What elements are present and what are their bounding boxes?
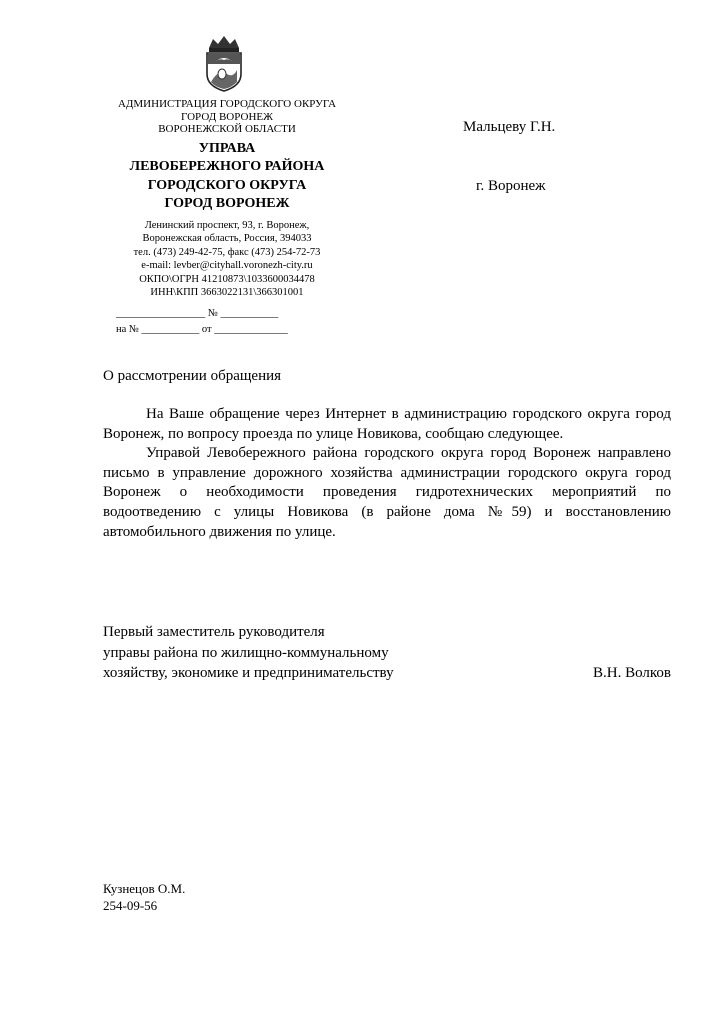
addressee-city: г. Воронеж xyxy=(476,178,546,194)
executor-info xyxy=(103,880,185,914)
signer-position-line: хозяйству, экономике и предпринимательству xyxy=(103,665,394,681)
signer-position-line: Первый заместитель руководителя xyxy=(103,624,325,640)
body-paragraph: Управой Левобережного района городского округа город Воронеж направлено письмо в управление дорожного хозяйства администрации городского округа город Воронеж о необходимости проведения гидротехнических мероприятий по водоотведению с улицы Новикова (в районе дома №59) и восстановлению автомобильного движения по улице. xyxy=(103,445,671,540)
executor-phone: 254-09-56 xyxy=(103,898,158,913)
signer-name: В.Н. Волков xyxy=(593,665,671,681)
letterhead xyxy=(98,98,356,338)
registration-fields xyxy=(98,306,356,338)
addressee-name: Мальцеву Г.Н. xyxy=(463,119,556,135)
executor-name: Кузнецов О.М. xyxy=(103,881,186,896)
body-paragraph: На Ваше обращение через Интернет в администрацию городского округа город Воронеж, по вопросу проезда по улице Новикова, сообщаю следующее. xyxy=(103,406,671,442)
outgoing-number-line: _________________ № ___________ xyxy=(116,307,279,319)
letter-subject: О рассмотрении обращения xyxy=(103,368,282,384)
signer-position-line: управы района по жилищно-коммунальному xyxy=(103,644,389,661)
coat-of-arms-icon xyxy=(201,34,247,92)
reference-number-line: на № ___________ от ______________ xyxy=(116,323,288,335)
letter-body xyxy=(103,405,671,542)
signature-block xyxy=(103,622,671,684)
administration-name: АДМИНИСТРАЦИЯ ГОРОДСКОГО ОКРУГА ГОРОД ВОРОНЕЖ ВОРОНЕЖСКОЙ ОБЛАСТИ xyxy=(117,98,337,135)
uprava-name: УПРАВА ЛЕВОБЕРЕЖНОГО РАЙОНА ГОРОДСКОГО ОКРУГА ГОРОД ВОРОНЕЖ xyxy=(129,140,325,211)
contact-details: Ленинский проспект, 93, г. Воронеж, Воронежская область, Россия, 394033 тел. (473) 249-42-75, факс (473) 254-72-73 e-mail: levber@cityhall.voronezh-city.ru ОКПО\ОГРН 41210873\1033600034478 ИНН\КПП 3663022131\366301001 xyxy=(133,219,321,298)
